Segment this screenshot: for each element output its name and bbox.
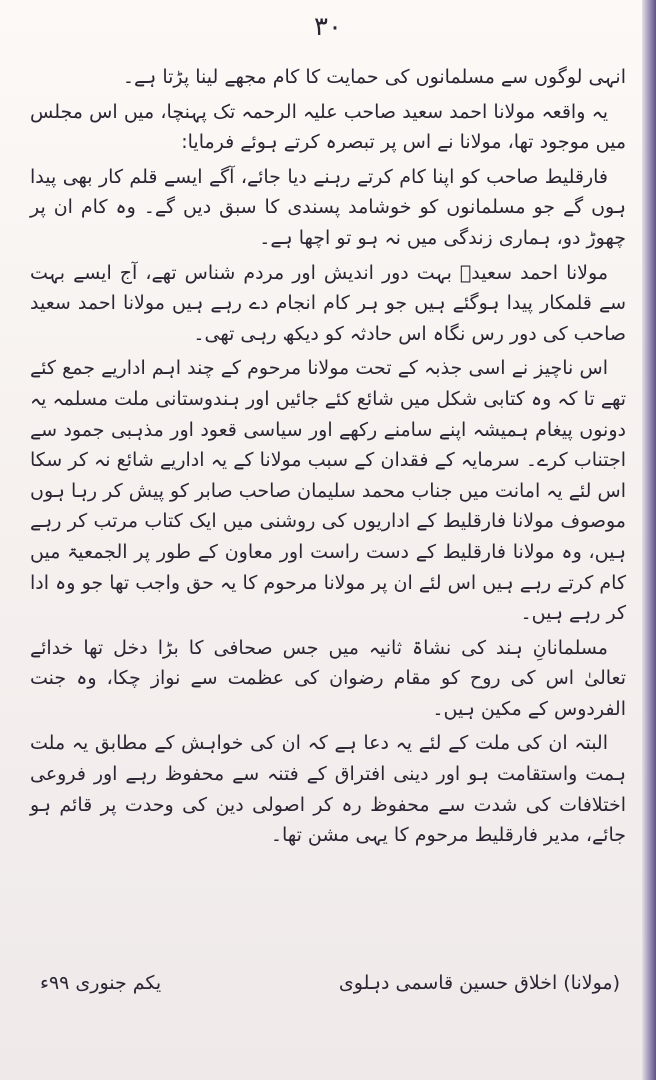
author-name: (مولانا) اخلاق حسین قاسمی دہلوی (338, 972, 620, 994)
paragraph: انہی لوگوں سے مسلمانوں کی حمایت کا کام مجھے لینا پڑتا ہے۔ (122, 66, 626, 88)
page-number: ۳۰ (314, 12, 342, 42)
paragraph: البتہ ان کی ملت کے لئے یہ دعا ہے کہ ان کی خواہش کے مطابق یہ ملت ہمت واستقامت ہو اور دینی افتراق کے فتنہ سے محفوظ رہے اور فروعی اختلافات کی شدت سے محفوظ رہ کر اصولی دین کی وحدت پر قائم ہو جائے، مدیر فارقلیط مرحوم کا یہی مشن تھا۔ (30, 732, 626, 847)
signature-date: یکم جنوری ۹۹ء (40, 972, 162, 994)
paragraph: اس ناچیز نے اسی جذبہ کے تحت مولانا مرحوم کے چند اہم اداریے جمع کئے تھے تا کہ وہ کتابی شکل میں شائع کئے جائیں اور ہندوستانی ملت مسلمہ یہ دونوں پیغام ہمیشہ اپنے سامنے رکھے اور سیاسی قعود اور مذہبی جمود سے اجتناب کرے۔ سرمایہ کے فقدان کے سبب مولانا کے یہ اداریے شائع نہ کر سکا اس لئے یہ امانت میں جناب محمد سلیمان صاحب صابر کو پیش کر رہا ہوں موصوف مولانا فارقلیط کے اداریوں کی روشنی میں ایک کتاب مرتب کر رہے ہیں، وہ مولانا فارقلیط کے دست راست اور معاون کے طور پر الجمعیۃ میں کام کرتے رہے ہیں اس لئے ان پر مولانا مرحوم کا یہ حق واجب تھا جو وہ ادا کر رہے ہیں۔ (30, 357, 626, 625)
paragraph: فارقلیط صاحب کو اپنا کام کرتے رہنے دیا جائے، آگے ایسے قلم کار بھی پیدا ہوں گے جو مسلمانوں کو خوشامد پسندی کا سبق دیں گے۔ وہ کام ان پر چھوڑ دو، ہماری زندگی میں نہ ہو تو اچھا ہے۔ (30, 165, 626, 249)
signature-block (40, 972, 620, 994)
paragraph: مولانا احمد سعیدؒ بہت دور اندیش اور مردم شناس تھے، آج ایسے بہت سے قلمکار پیدا ہوگئے ہیں جو ہر کام انجام دے رہے ہیں مولانا احمد سعید صاحب کی دور رس نگاہ اس حادثہ کو دیکھ رہی تھی۔ (30, 261, 626, 345)
page-edge-shadow (642, 0, 656, 1080)
paragraph: مسلمانانِ ہند کی نشاۃ ثانیہ میں جس صحافی کا بڑا دخل تھا خدائے تعالیٰ اس کی روح کو مقام رضوان کی عظمت سے نواز چکا، وہ جنت الفردوس کے مکین ہیں۔ (30, 636, 626, 720)
body-text (30, 62, 626, 855)
paragraph: یہ واقعہ مولانا احمد سعید صاحب علیہ الرحمہ تک پہنچا، میں اس مجلس میں موجود تھا، مولانا نے اس پر تبصرہ کرتے ہوئے فرمایا: (30, 100, 626, 154)
